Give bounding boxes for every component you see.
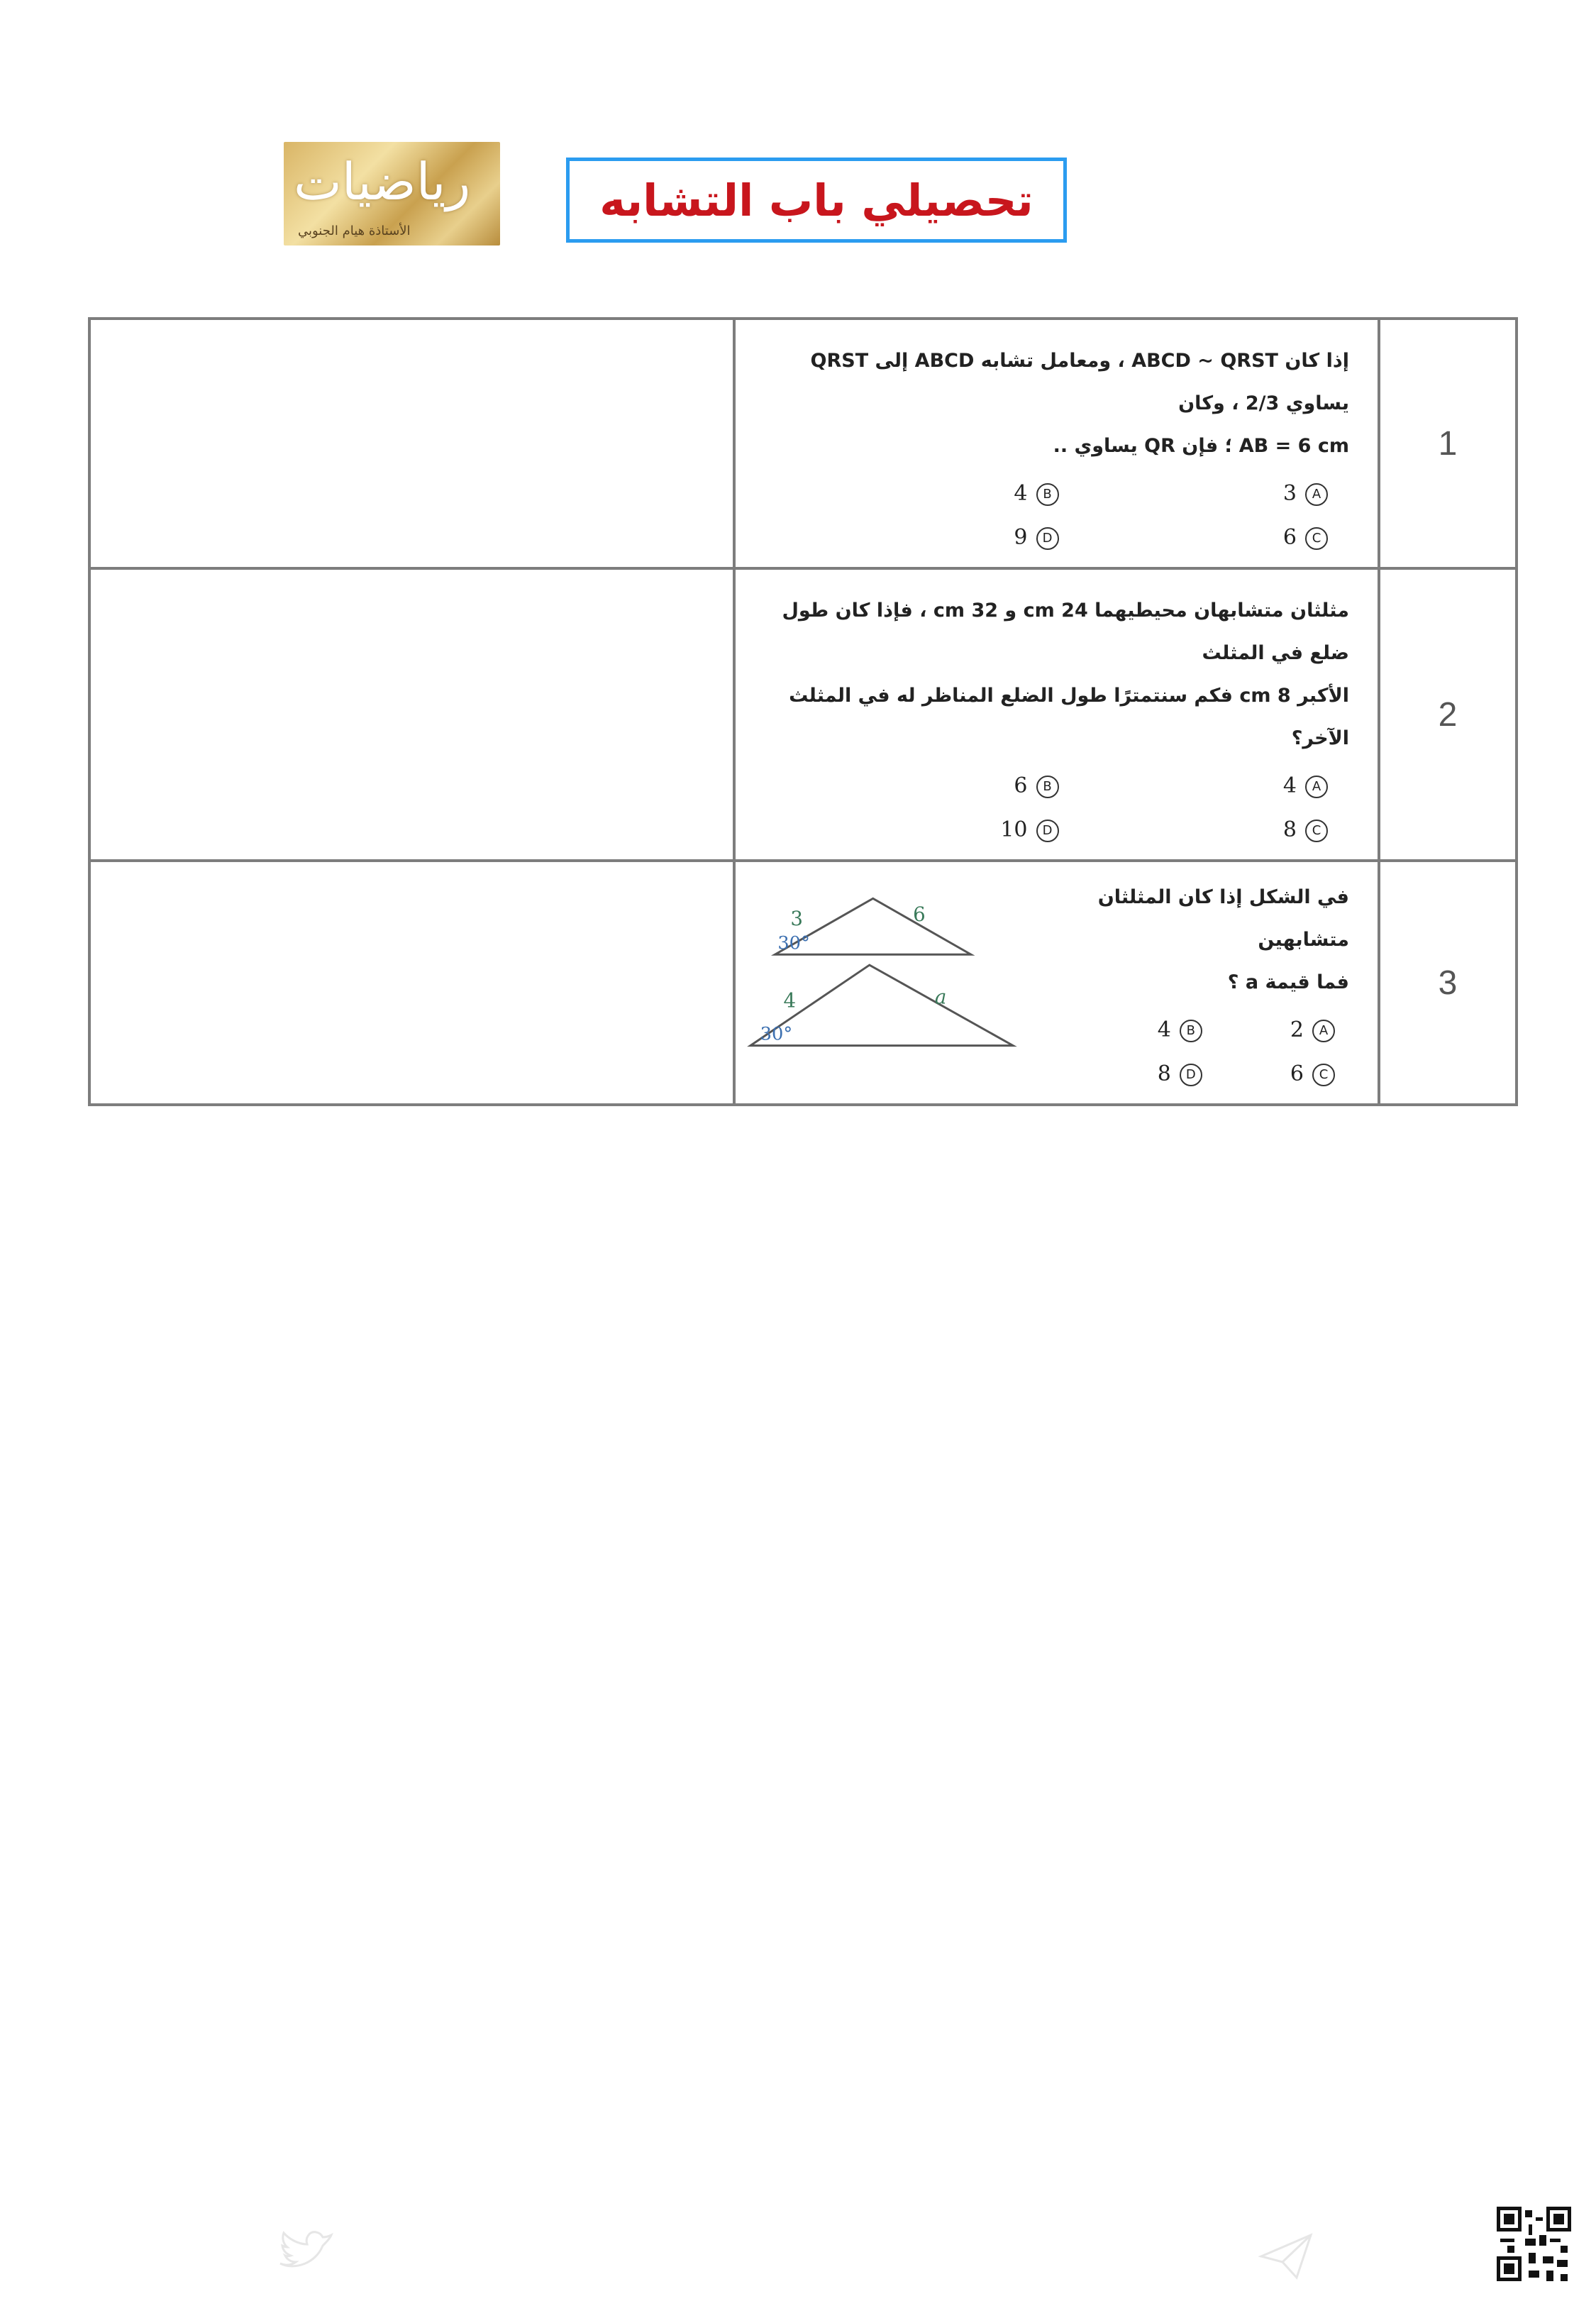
- large-side1-label: 4: [783, 988, 797, 1013]
- choice-value: 4: [1282, 773, 1297, 798]
- choice-c[interactable]: [1059, 812, 1329, 848]
- question-text: [747, 590, 1349, 760]
- choice-a[interactable]: [1059, 768, 1329, 804]
- choice-d[interactable]: [789, 812, 1059, 848]
- twitter-bird-icon: [273, 2224, 337, 2281]
- answer-cell[interactable]: [89, 319, 734, 568]
- choice-letter-icon: C: [1312, 1064, 1335, 1086]
- choice-value: 4: [1014, 481, 1028, 506]
- question-text: [747, 340, 1349, 468]
- choice-value: 4: [1157, 1017, 1171, 1042]
- choice-d[interactable]: [789, 520, 1059, 556]
- choice-b[interactable]: [789, 476, 1059, 512]
- question-number: 1: [1379, 319, 1517, 568]
- choice-value: 8: [1157, 1061, 1171, 1086]
- choice-c[interactable]: [1059, 520, 1329, 556]
- choice-letter-icon: A: [1305, 776, 1328, 798]
- choice-letter-icon: C: [1305, 527, 1328, 550]
- choice-value: 8: [1282, 817, 1297, 842]
- choice-d[interactable]: [1070, 1057, 1202, 1092]
- choice-value: 2: [1290, 1017, 1304, 1042]
- choice-a[interactable]: [1059, 476, 1329, 512]
- choice-letter-icon: D: [1036, 820, 1059, 842]
- choice-value: 3: [1282, 481, 1297, 506]
- small-angle-label: 30°: [777, 932, 810, 954]
- quiz-table: [88, 317, 1518, 1106]
- choice-letter-icon: A: [1312, 1020, 1335, 1042]
- page-title-box: [566, 158, 1067, 243]
- choice-letter-icon: D: [1180, 1064, 1202, 1086]
- choice-value: 6: [1014, 773, 1028, 798]
- answer-cell[interactable]: [89, 861, 734, 1105]
- large-angle-label: 30°: [760, 1023, 793, 1045]
- choice-letter-icon: B: [1036, 483, 1059, 506]
- choice-letter-icon: B: [1036, 776, 1059, 798]
- qr-code-icon: [1497, 2207, 1571, 2281]
- question-line: الأكبر 8 cm فكم سنتمترًا طول الضلع المناظر له في المثلث الآخر؟: [789, 685, 1349, 749]
- question-number: 3: [1379, 861, 1517, 1105]
- similar-triangles-figure: [747, 876, 1041, 1061]
- choice-letter-icon: C: [1305, 820, 1328, 842]
- question-row: [89, 568, 1517, 861]
- choice-b[interactable]: [789, 768, 1059, 804]
- question-cell: [734, 568, 1379, 861]
- choices: [747, 768, 1349, 848]
- question-line: مثلثان متشابهان محيطيهما 24 cm و 32 cm ، فإذا كان طول ضلع في المثلث: [782, 600, 1349, 664]
- small-side2-label: 6: [913, 902, 926, 926]
- page-title: تحصيلي باب التشابه: [599, 174, 1033, 226]
- logo-text: رياضيات: [294, 152, 471, 211]
- question-row: [89, 861, 1517, 1105]
- answer-cell[interactable]: [89, 568, 734, 861]
- question-cell: [734, 861, 1379, 1105]
- choices: [747, 476, 1349, 556]
- choice-a[interactable]: [1202, 1013, 1335, 1048]
- choice-value: 9: [1014, 525, 1028, 550]
- choices: [1041, 1013, 1349, 1092]
- question-row: [89, 319, 1517, 568]
- choice-b[interactable]: [1070, 1013, 1202, 1048]
- choice-letter-icon: B: [1180, 1020, 1202, 1042]
- choice-letter-icon: D: [1036, 527, 1059, 550]
- choice-value: 6: [1290, 1061, 1304, 1086]
- choice-c[interactable]: [1202, 1057, 1335, 1092]
- logo-subtext: الأستاذة هيام الجنوبي: [298, 224, 411, 238]
- choice-value: 10: [1000, 817, 1028, 842]
- question-text: [1041, 876, 1349, 1004]
- logo: [284, 142, 500, 246]
- question-cell: [734, 319, 1379, 568]
- question-line: AB = 6 cm ؛ فإن QR يساوي ..: [1053, 435, 1349, 457]
- choice-letter-icon: A: [1305, 483, 1328, 506]
- question-line: في الشكل إذا كان المثلثان متشابهين: [1097, 886, 1349, 951]
- large-side2-label: a: [934, 985, 947, 1009]
- question-number: 2: [1379, 568, 1517, 861]
- choice-value: 6: [1282, 525, 1297, 550]
- telegram-icon: [1254, 2228, 1318, 2285]
- question-line: فما قيمة a ؟: [1227, 971, 1349, 993]
- small-side1-label: 3: [790, 906, 803, 930]
- question-line: إذا كان ABCD ~ QRST ، ومعامل تشابه ABCD إلى QRST يساوي 2/3 ، وكان: [810, 350, 1349, 414]
